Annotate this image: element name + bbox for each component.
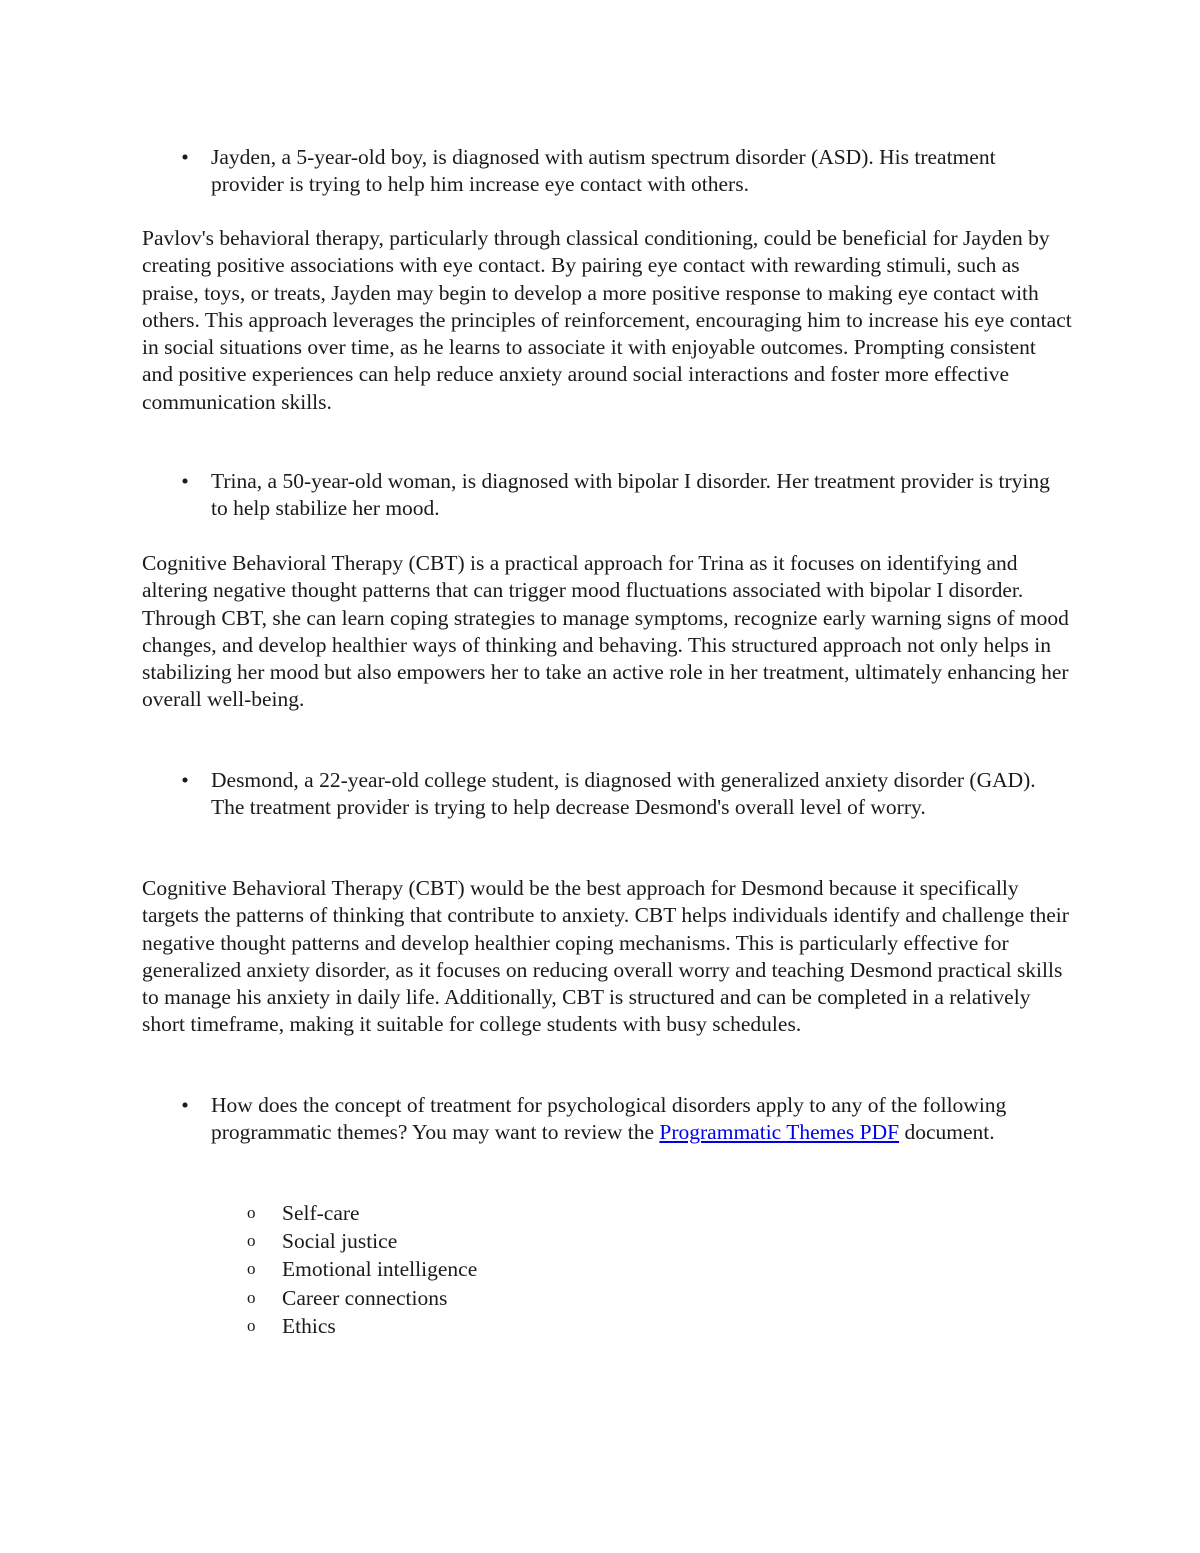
circle-bullet-icon: o (247, 1259, 256, 1279)
theme-item-self-care (247, 1199, 477, 1227)
question-text-start: How does the concept of treatment for psychological disorders apply to any of the following programmatic themes? You may want to review the (211, 1093, 1007, 1145)
circle-bullet-icon: o (247, 1287, 256, 1307)
list-item-text: Jayden, a 5-year-old boy, is diagnosed with autism spectrum disorder (ASD). His treatment provider is trying to help him increase eye contact with others. (211, 145, 996, 197)
bullet-icon: • (181, 1093, 189, 1117)
paragraph-jayden: Pavlov's behavioral therapy, particularly through classical conditioning, could be beneficial for Jayden by creating positive associations with eye contact. By pairing eye contact with rewarding stimuli, such as praise, toys, or treats, Jayden may begin to develop a more positive response to making eye contact with others. This approach leverages the principles of reinforcement, encouraging him to increase his eye contact in social situations over time, as he learns to associate it with enjoyable outcomes. Prompting consistent and positive experiences can help reduce anxiety around social interactions and foster more effective communication skills. (142, 226, 1072, 414)
programmatic-themes-link[interactable]: Programmatic Themes PDF (659, 1120, 900, 1145)
list-item-jayden (181, 144, 1071, 199)
bullet-icon: • (181, 145, 189, 169)
question-text-end: document. (899, 1120, 995, 1145)
circle-bullet-icon: o (247, 1231, 256, 1251)
theme-item-social-justice (247, 1227, 477, 1255)
list-item-text: Desmond, a 22-year-old college student, is diagnosed with generalized anxiety disorder (GAD). The treatment provider is trying to help decrease Desmond's overall level of worry. (211, 768, 1036, 820)
theme-label: Self-care (282, 1201, 360, 1225)
list-item-trina (181, 468, 1071, 523)
themes-list (247, 1199, 478, 1340)
theme-label: Ethics (282, 1313, 336, 1338)
theme-item-emotional-intelligence (247, 1255, 478, 1283)
bullet-icon: • (181, 768, 189, 792)
list-item-text: Trina, a 50-year-old woman, is diagnosed with bipolar I disorder. Her treatment provider is trying to help stabilize her mood. (211, 469, 1050, 521)
theme-item-career-connections (247, 1284, 477, 1312)
list-item-desmond (181, 767, 1071, 822)
paragraph-desmond: Cognitive Behavioral Therapy (CBT) would be the best approach for Desmond because it specifically targets the patterns of thinking that contribute to anxiety. CBT helps individuals identify and challenge their negative thought patterns and develop healthier coping mechanisms. This is particularly effective for generalized anxiety disorder, as it focuses on reducing overall worry and teaching Desmond practical skills to manage his anxiety in daily life. Additionally, CBT is structured and can be completed in a relatively short timeframe, making it suitable for college students with busy schedules. (142, 876, 1069, 1037)
list-item-question (181, 1092, 1071, 1147)
theme-label: Social justice (282, 1229, 398, 1254)
circle-bullet-icon: o (247, 1203, 256, 1222)
bullet-icon: • (181, 469, 189, 493)
theme-label: Career connections (282, 1285, 448, 1310)
circle-bullet-icon: o (247, 1315, 256, 1335)
paragraph-trina: Cognitive Behavioral Therapy (CBT) is a practical approach for Trina as it focuses on identifying and altering negative thought patterns that can trigger mood fluctuations associated with bipolar I disorder. Through CBT, she can learn coping strategies to manage symptoms, recognize early warning signs of mood changes, and develop healthier ways of thinking and behaving. This structured approach not only helps in stabilizing her mood but also empowers her to take an active role in her treatment, ultimately enhancing her overall well-being. (142, 551, 1069, 712)
theme-item-ethics (247, 1312, 477, 1340)
theme-label: Emotional intelligence (282, 1257, 478, 1282)
